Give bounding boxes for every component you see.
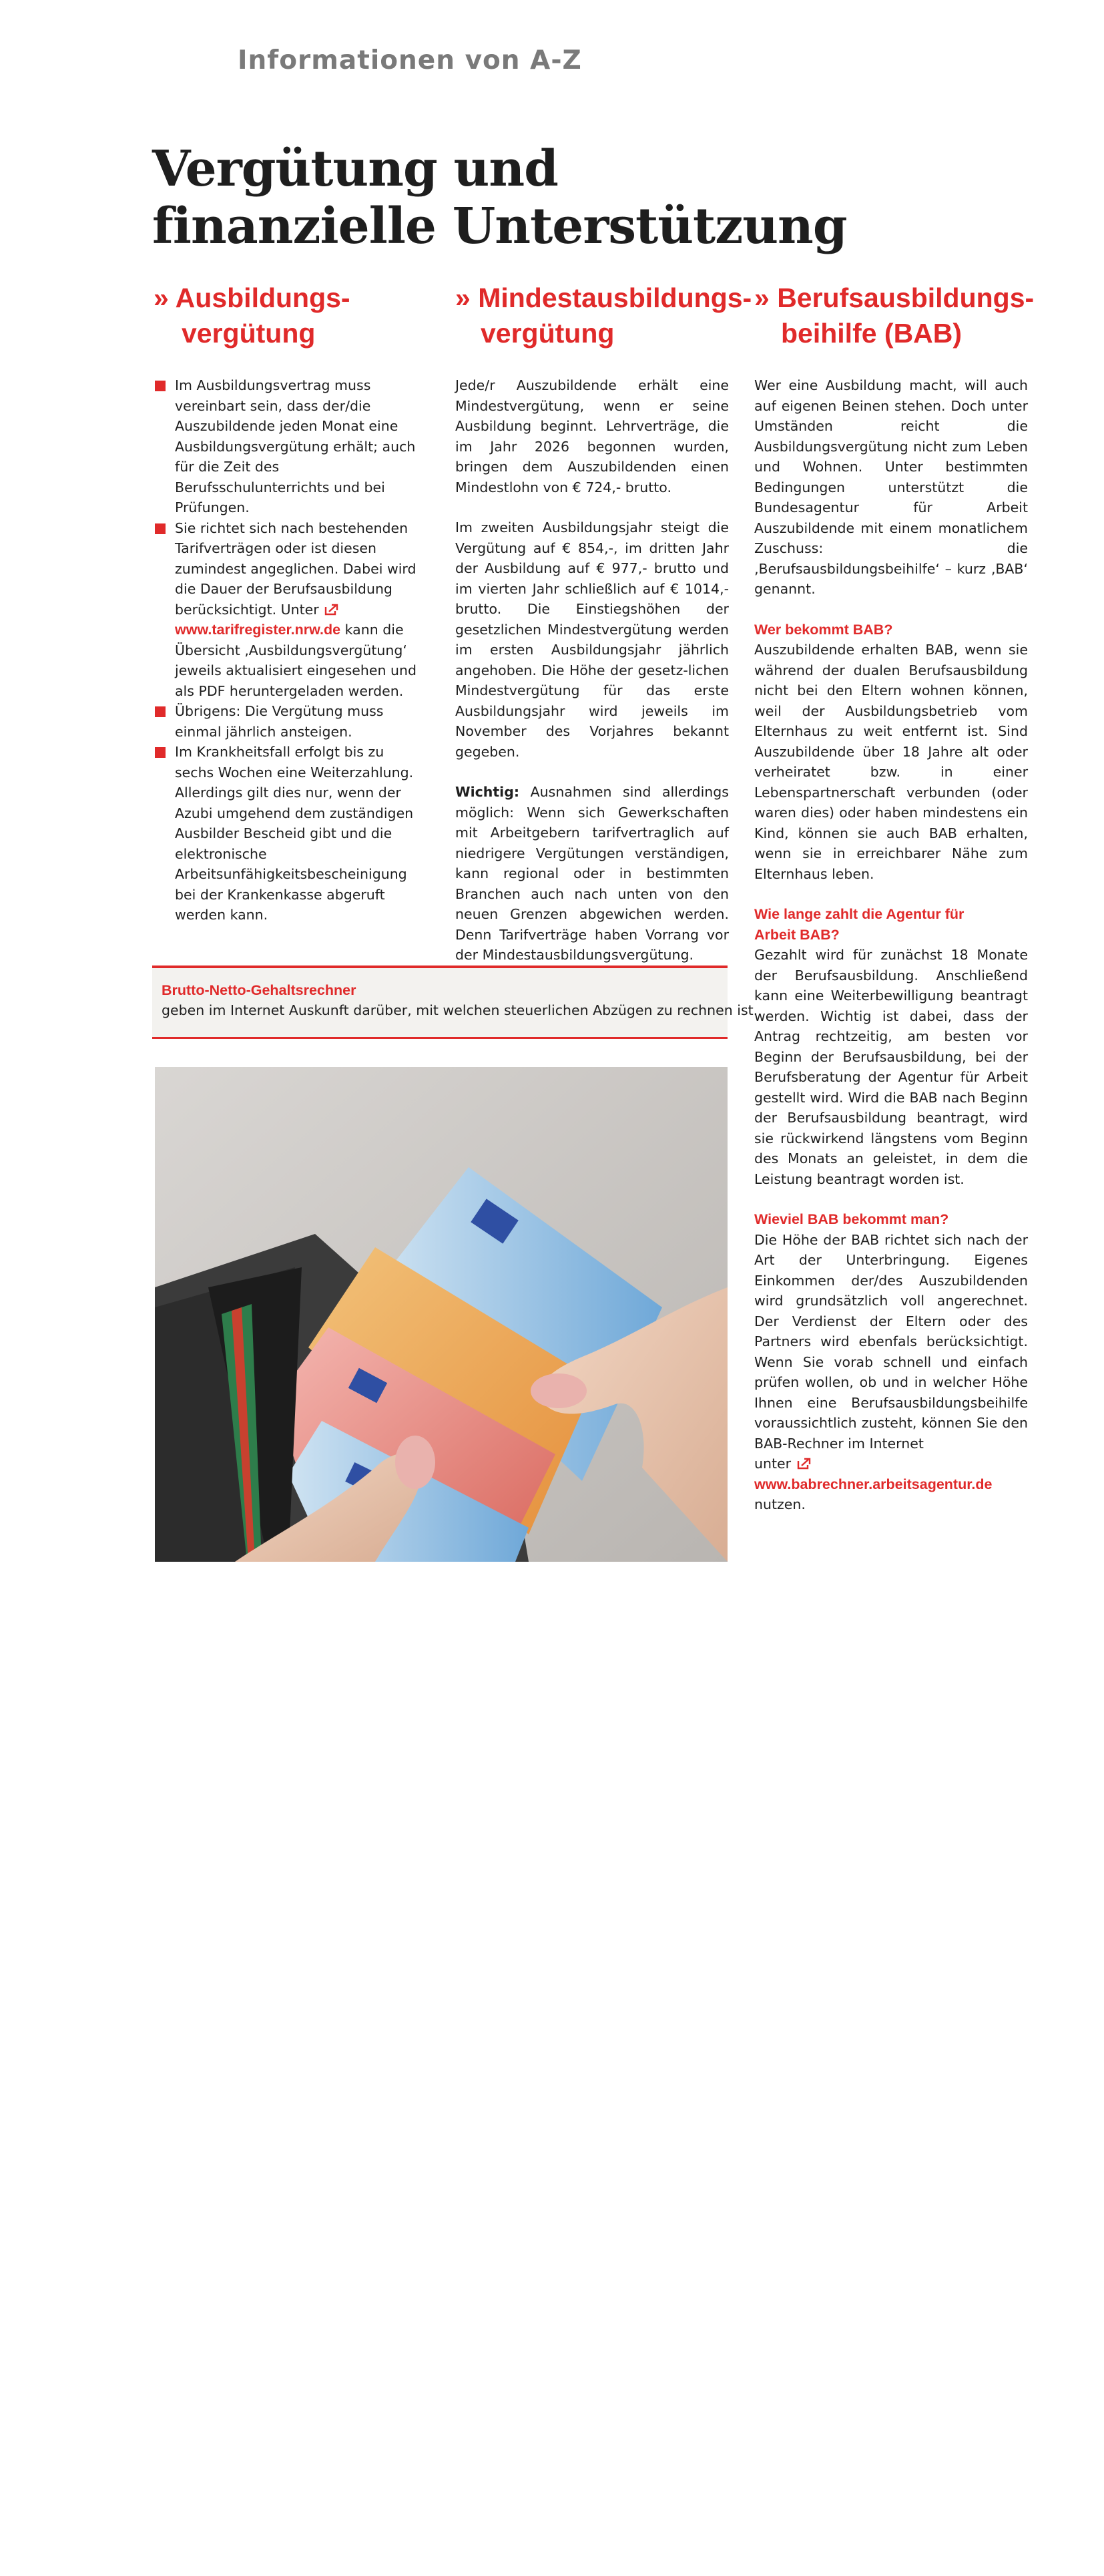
list-item xyxy=(154,701,426,742)
paragraph: Gezahlt wird für zunächst 18 Monate der Berufsausbildung. Anschließend kann eine Weiterbewilligung beantragt werden. Wichtig ist dabei, dass der Antrag rechtzeitig, am besten vor Beginn der Berufsausbildung, bei der Berufsberatung der Agentur für Arbeit gestellt wird. Wird die BAB nach Beginn der Berufsausbildung beantragt, wird sie rückwirkend längstens vom Beginn des Monats an geleistet, in dem die Leistung beantragt worden ist. xyxy=(754,947,1028,1187)
wallet-illustration xyxy=(155,1067,728,1562)
column-berufsausbildungsbeihilfe xyxy=(754,280,1035,1515)
column-heading-line2: vergütung xyxy=(481,318,615,349)
list-item xyxy=(154,518,426,702)
section-header: Informationen von A-Z xyxy=(238,45,582,75)
column-heading xyxy=(154,280,426,351)
babrechner-link[interactable]: www.babrechner.arbeitsagentur.de xyxy=(754,1476,993,1492)
list-item-text: Sie richtet sich nach bestehenden Tarifverträgen oder ist diesen zumindest angeglichen. Dabei wird die Dauer der Berufsausbildung berücksichtigt. Unter xyxy=(175,519,417,618)
paragraph: Jede/r Auszubildende erhält eine Mindestvergütung, wenn er seine Ausbildung beginnt. Lehrverträge, die im Jahr 2026 begonnen wurden, bringen dem Auszubildenden einen Mindestlohn von € 724,- brutto. xyxy=(455,377,729,495)
external-link-icon xyxy=(324,604,339,616)
subheading: Wer bekommt BAB? xyxy=(754,621,893,638)
info-box-text: geben im Internet Auskunft darüber, mit welchen steuerlichen Abzügen zu rechnen ist. xyxy=(162,1002,758,1018)
photo-credit: © Vitalii / Adobe Stock xyxy=(330,2477,340,2576)
column-heading-line1: » Ausbildungs- xyxy=(154,282,350,313)
list-item xyxy=(154,375,426,518)
column-heading xyxy=(455,280,752,351)
paragraph: nutzen. xyxy=(754,1496,806,1512)
column-heading-line2: vergütung xyxy=(182,318,316,349)
info-box-title: Brutto-Netto-Gehaltsrechner xyxy=(162,982,356,998)
external-link-icon xyxy=(797,1458,812,1470)
list-item-text: Übrigens: Die Vergütung muss einmal jährlich ansteigen. xyxy=(175,703,384,740)
tarifregister-link[interactable]: www.tarifregister.nrw.de xyxy=(175,622,341,638)
bullet-list xyxy=(154,375,426,925)
column-heading-line2: beihilfe (BAB) xyxy=(781,318,962,349)
column-heading-line1: » Berufsausbildungs- xyxy=(754,282,1035,313)
paragraph xyxy=(455,782,729,965)
list-item-text: kann die Übersicht ‚Ausbildungsvergütung‘ jeweils aktualisiert eingesehen und als PDF heruntergeladen werden. xyxy=(175,622,417,699)
paragraph-label: Wichtig: xyxy=(455,784,520,800)
page-title-line2: finanzielle Unterstützung xyxy=(152,198,847,255)
paragraph: Im zweiten Ausbildungsjahr steigt die Vergütung auf € 854,-, im dritten Jahr der Ausbildung auf € 977,- brutto und im vierten Jahr schließlich auf € 1014,- brutto. Die Einstiegshöhen der gesetzlichen Mindestvergütung werden im ersten Ausbildungsjahr jährlich angehoben. Die Höhe der gesetz-lichen Mindestvergütung für das erste Ausbildungsjahr wird jeweils im November des Vorjahres bekannt gegeben. xyxy=(455,519,729,760)
subheading-line2: Arbeit BAB? xyxy=(754,926,840,943)
column-heading-line1: » Mindestausbildungs- xyxy=(455,282,752,313)
paragraph: Die Höhe der BAB richtet sich nach der Art der Unterbringung. Eigenes Einkommen der/des Auszubildenden wird grundsätzlich voll angerechnet. Der Verdienst der Eltern oder des Partners wird ebenfals berücksichtigt. Wenn Sie vorab schnell und einfach prüfen wollen, ob und in welcher Höhe Ihnen eine Berufsausbildungsbeihilfe voraussichtlich zusteht, können Sie den BAB-Rechner im Internet xyxy=(754,1231,1028,1452)
list-item-text: Im Ausbildungsvertrag muss vereinbart sein, dass der/die Auszubildende jeden Monat eine Ausbildungsvergütung erhält; auch für die Zeit des Berufsschulunterrichts und bei Prüfungen. xyxy=(175,377,416,515)
paragraph-text: Ausnahmen sind allerdings möglich: Wenn sich Gewerkschaften mit Arbeitgebern tarifvertraglich auf niedrigere Vergütungen verständigen, kann regional oder in bestimmten Branchen auch nach unten von den neuen Grenzen abgewichen werden. Denn Tarifverträge haben Vorrang vor der Mindestausbildungsvergütung. xyxy=(455,784,729,963)
subheading xyxy=(754,904,1028,945)
subheading: Wieviel BAB bekommt man? xyxy=(754,1211,949,1227)
paragraph: Auszubildende erhalten BAB, wenn sie während der dualen Berufsausbildung nicht bei den Eltern wohnen können, weil der Ausbildungsbetrieb vom Elternhaus zu weit entfernt ist. Sind Auszubildende über 18 Jahre alt oder verheiratet bzw. in einer Lebenspartnerschaft verbunden (oder waren dies) oder haben mindestens ein Kind, können sie auch BAB erhalten, wenn sie in erreichbarer Nähe zum Elternhaus leben. xyxy=(754,642,1028,882)
column-heading xyxy=(754,280,1035,351)
column-body xyxy=(754,375,1028,1515)
info-box xyxy=(152,965,758,1039)
page-title xyxy=(152,140,953,255)
column-mindestausbildungsverguetung xyxy=(455,280,752,965)
subheading-line1: Wie lange zahlt die Agentur für xyxy=(754,906,964,922)
paragraph-text: unter xyxy=(754,1456,792,1472)
paragraph xyxy=(754,1454,1028,1494)
paragraph: Wer eine Ausbildung macht, will auch auf eigenen Beinen stehen. Doch unter Umständen reicht die Ausbildungsvergütung nicht zum Leben und Wohnen. Unter bestimmten Bedingungen unterstützt die Bundesagentur für Arbeit Auszubildende mit einem monatlichem Zuschuss: die ‚Berufsausbildungsbeihilfe‘ – kurz ‚BAB‘ genannt. xyxy=(754,377,1028,597)
column-ausbildungsverguetung xyxy=(154,280,426,925)
wallet-photo xyxy=(155,1067,728,2576)
page-title-line1: Vergütung und xyxy=(152,140,558,198)
column-body xyxy=(455,375,729,965)
list-item-text: Im Krankheitsfall erfolgt bis zu sechs Wochen eine Weiterzahlung. Allerdings gilt dies nur, wenn der Azubi umgehend dem zuständigen Ausbilder Bescheid gibt und die elektronische Arbeitsunfähigkeitsbescheinigung bei der Krankenkasse abgeruft werden kann. xyxy=(175,744,414,923)
list-item xyxy=(154,742,426,925)
